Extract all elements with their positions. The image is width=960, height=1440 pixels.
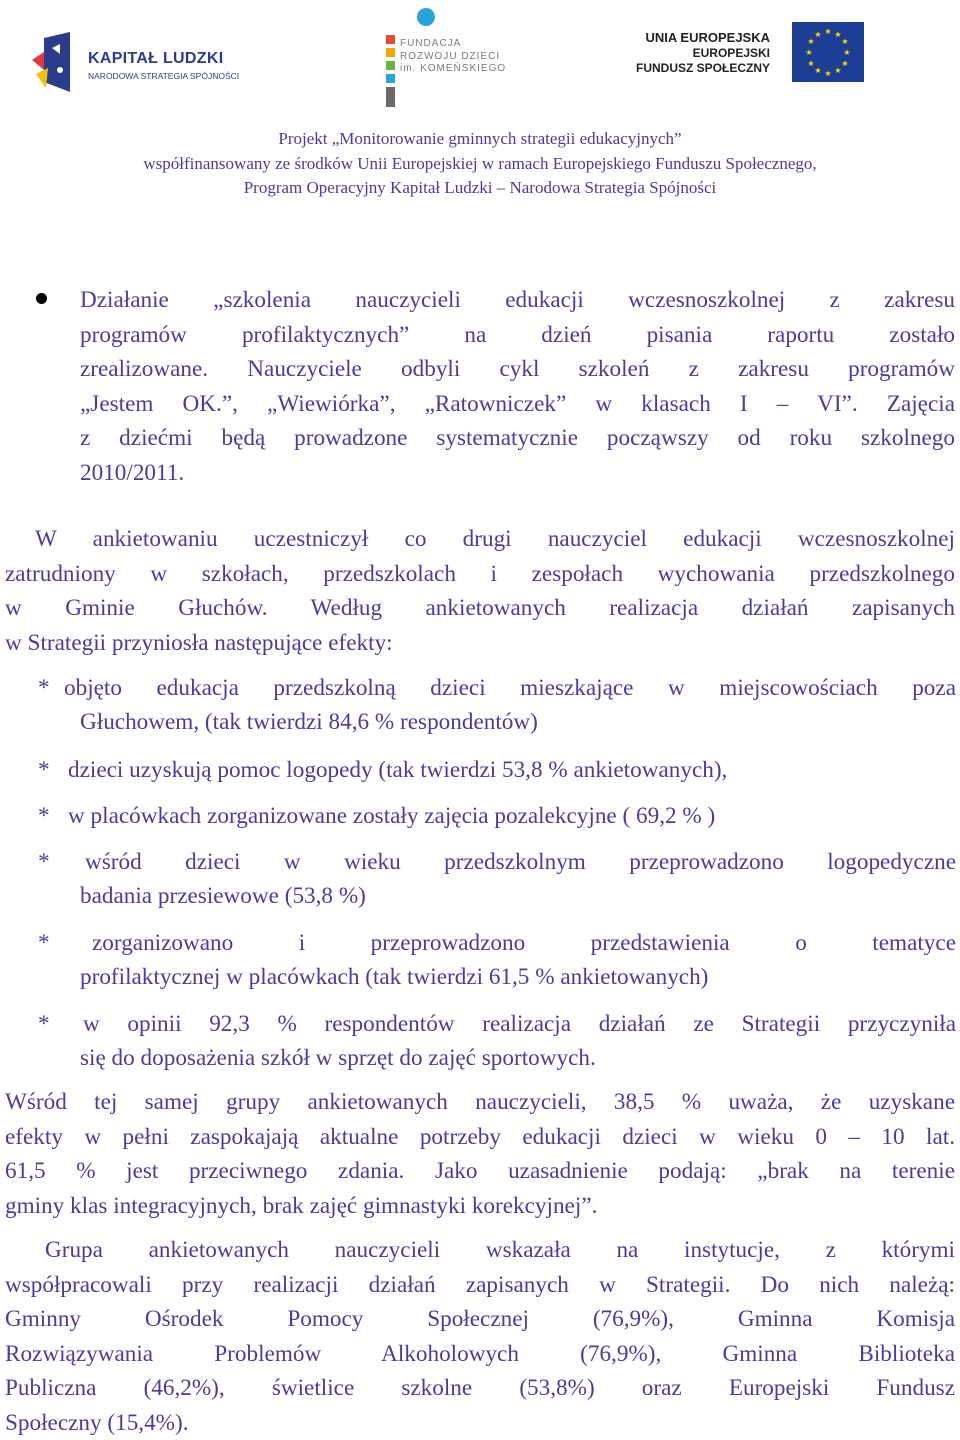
svg-text:★: ★ <box>843 48 850 57</box>
asterisk-marker: * <box>38 672 50 706</box>
bullet-icon <box>36 293 47 304</box>
eu-flag-icon <box>792 22 864 82</box>
svg-text:★: ★ <box>834 30 841 39</box>
bullet-line: zrealizowane. Nauczyciele odbyli cykl szkoleń z zakresu programów <box>80 352 955 387</box>
bullet-paragraph <box>80 283 955 490</box>
item-text: Głuchowem, (tak twierdzi 84,6 % respondentów) <box>80 706 956 740</box>
list-item <box>38 846 956 927</box>
fundacja-line-1: FUNDACJA <box>400 38 506 51</box>
item-text: objęto edukacja przedszkolną dzieci mieszkające w miejscowościach poza <box>64 672 956 706</box>
svg-text:★: ★ <box>824 27 831 36</box>
svg-text:★: ★ <box>824 69 831 78</box>
paragraph-line: gminy klas integracyjnych, brak zajęć gimnastyki korekcyjnej”. <box>5 1189 955 1224</box>
asterisk-marker: * <box>38 800 50 834</box>
fundacja-name <box>400 38 506 76</box>
paragraph-line: Wśród tej samej grupy ankietowanych nauczycieli, 38,5 % uważa, że uzyskane <box>5 1085 955 1120</box>
survey-paragraph <box>5 522 955 660</box>
paragraph-line: zatrudniony w szkołach, przedszkolach i zespołach wychowania przedszkolnego <box>5 557 955 592</box>
bullet-line: Działanie „szkolenia nauczycieli edukacji wczesnoszkolnej z zakresu <box>80 283 955 318</box>
paragraph-line: Rozwiązywania Problemów Alkoholowych (76,9%), Gminna Biblioteka <box>5 1337 955 1372</box>
svg-text:★: ★ <box>807 37 814 46</box>
bullet-line: „Jestem OK.”, „Wiewiórka”, „Ratowniczek” w klasach I – VI”. Zajęcia <box>80 387 955 422</box>
item-text: profilaktycznej w placówkach (tak twierdzi 61,5 % ankietowanych) <box>80 961 956 995</box>
paragraph-line: współpracowali przy realizacji działań zapisanych w Strategii. Do nich należą: <box>5 1268 955 1303</box>
ue-line-1: UNIA EUROPEJSKA <box>636 30 770 46</box>
kapital-ludzki-logo <box>30 30 230 100</box>
list-item <box>38 1008 956 1078</box>
item-text: wśród dzieci w wieku przedszkolnym przeprowadzono logopedyczne <box>85 846 956 880</box>
fundacja-line-2: ROZWOJU DZIECI <box>400 51 506 64</box>
list-item <box>38 800 956 846</box>
header-line-3: Program Operacyjny Kapitał Ludzki – Narodowa Strategia Spójności <box>0 176 960 201</box>
svg-text:★: ★ <box>841 59 848 68</box>
paragraph-line: Społeczny (15,4%). <box>5 1406 955 1440</box>
item-text: dzieci uzyskują pomoc logopedy (tak twierdzi 53,8 % ankietowanych), <box>68 754 956 788</box>
svg-text:★: ★ <box>841 37 848 46</box>
paragraph-line: efekty w pełni zaspokajają aktualne potrzeby edukacji dzieci w wieku 0 – 10 lat. <box>5 1120 955 1155</box>
paragraph-line: 61,5 % jest przeciwnego zdania. Jako uzasadnienie podają: „brak na terenie <box>5 1154 955 1189</box>
project-header <box>0 127 960 201</box>
ue-line-2: EUROPEJSKI <box>636 46 770 61</box>
ue-text <box>636 30 770 76</box>
list-item <box>38 754 956 800</box>
ue-line-3: FUNDUSZ SPOŁECZNY <box>636 61 770 76</box>
asterisk-marker: * <box>38 846 50 880</box>
kapital-ludzki-subtitle: NARODOWA STRATEGIA SPÓJNOŚCI <box>88 71 239 81</box>
paragraph-line: W ankietowaniu uczestniczył co drugi nauczyciel edukacji wczesnoszkolnej <box>5 522 955 557</box>
asterisk-marker: * <box>38 754 50 788</box>
list-item <box>38 927 956 1008</box>
svg-text:★: ★ <box>807 59 814 68</box>
item-text: badania przesiewowe (53,8 %) <box>80 880 956 914</box>
unia-europejska-logo <box>640 22 870 92</box>
asterisk-marker: * <box>38 927 50 961</box>
header-line-1: Projekt „Monitorowanie gminnych strategii edukacyjnych” <box>0 127 960 152</box>
asterisk-marker: * <box>38 1008 50 1042</box>
bullet-line: 2010/2011. <box>80 456 955 491</box>
institutions-paragraph <box>5 1233 955 1440</box>
paragraph-line: w Gminie Głuchów. Według ankietowanych realizacja działań zapisanych <box>5 591 955 626</box>
effects-list <box>38 672 956 1078</box>
bullet-line: programów profilaktycznych” na dzień pisania raportu zostało <box>80 318 955 353</box>
fundacja-komenskiego-logo <box>382 5 482 115</box>
item-text: się do doposażenia szkół w sprzęt do zajęć sportowych. <box>80 1042 956 1076</box>
item-text: zorganizowano i przeprowadzono przedstawienia o tematyce <box>92 927 956 961</box>
list-item <box>38 672 956 752</box>
fundacja-line-3: im. KOMEŃSKIEGO <box>400 63 506 76</box>
eu-stars-icon <box>792 22 864 82</box>
kapital-ludzki-emblem-icon <box>30 30 86 100</box>
paragraph-line: Grupa ankietowanych nauczycieli wskazała na instytucje, z którymi <box>5 1233 955 1268</box>
paragraph-line: Publiczna (46,2%), świetlice szkolne (53,8%) oraz Europejski Fundusz <box>5 1371 955 1406</box>
kapital-ludzki-title: KAPITAŁ LUDZKI <box>88 50 223 68</box>
svg-text:★: ★ <box>834 66 841 75</box>
svg-text:★: ★ <box>805 48 812 57</box>
bullet-line: z dziećmi będą prowadzone systematycznie począwszy od roku szkolnego <box>80 421 955 456</box>
item-text: w placówkach zorganizowane zostały zajęcia pozalekcyjne ( 69,2 % ) <box>68 800 956 834</box>
svg-text:★: ★ <box>814 66 821 75</box>
paragraph-line: w Strategii przyniosła następujące efekty: <box>5 626 955 661</box>
item-text: w opinii 92,3 % respondentów realizacja działań ze Strategii przyczyniła <box>83 1008 956 1042</box>
logo-bar <box>0 0 960 125</box>
paragraph-line: Gminny Ośrodek Pomocy Społecznej (76,9%), Gminna Komisja <box>5 1302 955 1337</box>
svg-text:★: ★ <box>814 30 821 39</box>
assessment-paragraph <box>5 1085 955 1223</box>
header-line-2: współfinansowany ze środków Unii Europejskiej w ramach Europejskiego Funduszu Społecznego, <box>0 152 960 177</box>
